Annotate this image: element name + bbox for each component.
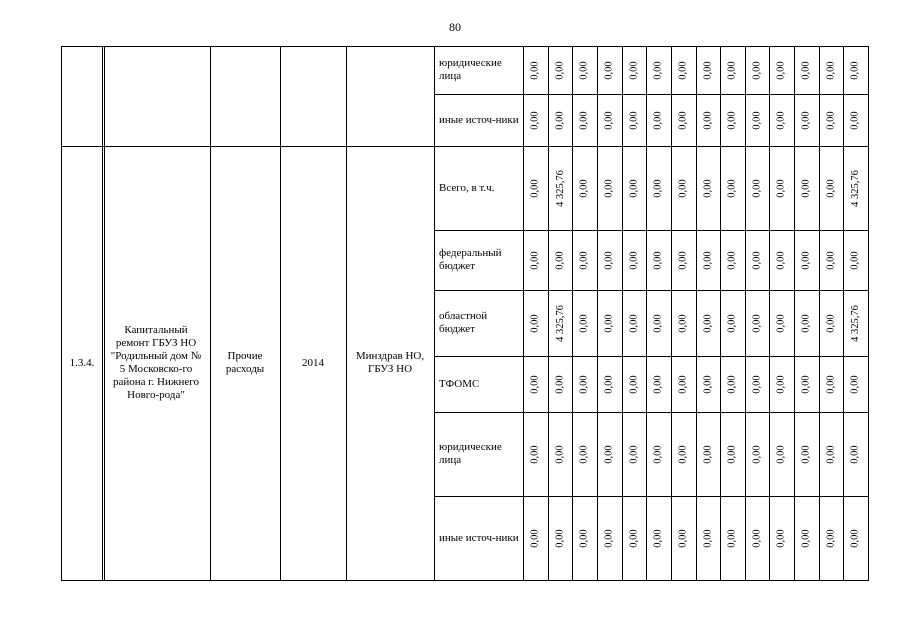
value-text: 0,00 bbox=[776, 444, 787, 464]
value-text: 4 325,76 bbox=[554, 304, 566, 342]
value-text: 0,00 bbox=[801, 313, 812, 333]
row-divider bbox=[434, 290, 868, 291]
value-text: 0,00 bbox=[653, 110, 664, 130]
item-row-value bbox=[646, 496, 671, 580]
table-left-border bbox=[61, 46, 62, 581]
column-divider bbox=[671, 46, 672, 580]
value-text: 0,00 bbox=[579, 250, 590, 270]
value-text: 0,00 bbox=[751, 250, 763, 270]
column-divider bbox=[720, 46, 721, 580]
continuation-row-value bbox=[597, 94, 622, 146]
item-row-value bbox=[597, 496, 622, 580]
continuation-row-value bbox=[696, 46, 720, 94]
continuation-row-value bbox=[794, 46, 819, 94]
row-divider bbox=[434, 230, 868, 231]
value-text: 0,00 bbox=[604, 313, 615, 333]
item-row-value bbox=[720, 356, 745, 412]
continuation-row-value bbox=[696, 94, 720, 146]
item-row-value bbox=[548, 356, 572, 412]
item-row-value bbox=[572, 496, 597, 580]
value-text: 0,00 bbox=[850, 60, 861, 80]
item-row-value bbox=[720, 290, 745, 356]
column-divider bbox=[769, 46, 770, 580]
continuation-row-value bbox=[819, 94, 843, 146]
value-text: 0,00 bbox=[653, 528, 664, 548]
value-text: 0,00 bbox=[801, 250, 812, 270]
continuation-row-value bbox=[745, 46, 769, 94]
item-row-value bbox=[548, 412, 572, 496]
value-text: 0,00 bbox=[776, 313, 787, 333]
column-divider bbox=[696, 46, 697, 580]
column-divider bbox=[548, 46, 549, 580]
item-row-value bbox=[769, 146, 794, 230]
value-text: 0,00 bbox=[554, 110, 566, 130]
value-text: 0,00 bbox=[628, 110, 640, 130]
value-text: 0,00 bbox=[530, 60, 541, 80]
item-row-value bbox=[548, 496, 572, 580]
item-row-value bbox=[720, 146, 745, 230]
value-text: 0,00 bbox=[702, 313, 714, 333]
value-text: 0,00 bbox=[604, 250, 615, 270]
row-divider bbox=[434, 356, 868, 357]
value-text: 0,00 bbox=[702, 374, 714, 394]
item-row-value bbox=[572, 412, 597, 496]
continuation-row-value bbox=[622, 94, 646, 146]
column-divider bbox=[622, 46, 623, 580]
value-text: 0,00 bbox=[702, 250, 714, 270]
value-text: 0,00 bbox=[530, 444, 541, 464]
item-row-value bbox=[843, 146, 868, 230]
value-text: 0,00 bbox=[850, 374, 861, 394]
item-row-value bbox=[794, 412, 819, 496]
executor: Минздрав НО, ГБУЗ НО bbox=[355, 350, 425, 375]
value-text: 0,00 bbox=[579, 444, 590, 464]
item-row-value bbox=[843, 412, 868, 496]
value-text: 0,00 bbox=[604, 60, 615, 80]
item-row-value bbox=[769, 290, 794, 356]
item-row-value bbox=[671, 290, 696, 356]
column-divider bbox=[843, 46, 844, 580]
value-text: 0,00 bbox=[653, 444, 664, 464]
continuation-row-value bbox=[523, 46, 548, 94]
value-text: 0,00 bbox=[579, 60, 590, 80]
value-text: 0,00 bbox=[702, 528, 714, 548]
item-row-value bbox=[523, 496, 548, 580]
item-row-value bbox=[622, 496, 646, 580]
expense-type: Прочие расходы bbox=[225, 350, 265, 375]
item-row-value bbox=[794, 230, 819, 290]
item-row-value bbox=[720, 412, 745, 496]
value-text: 0,00 bbox=[751, 110, 763, 130]
value-text: 0,00 bbox=[776, 110, 787, 130]
continuation-row-value bbox=[769, 46, 794, 94]
value-text: 0,00 bbox=[850, 250, 861, 270]
item-row-value bbox=[548, 146, 572, 230]
value-text: 0,00 bbox=[776, 250, 787, 270]
value-text: 0,00 bbox=[628, 528, 640, 548]
continuation-row-value bbox=[671, 46, 696, 94]
value-text: 0,00 bbox=[702, 110, 714, 130]
value-text: 0,00 bbox=[554, 528, 566, 548]
column-divider bbox=[523, 46, 524, 580]
item-row-source: областной бюджет bbox=[439, 310, 488, 335]
item-row-value bbox=[720, 496, 745, 580]
column-divider bbox=[280, 46, 281, 580]
item-row-source: Всего, в т.ч. bbox=[439, 181, 495, 194]
item-row-value bbox=[646, 412, 671, 496]
continuation-row-value bbox=[548, 94, 572, 146]
continuation-row-value bbox=[794, 94, 819, 146]
value-text: 0,00 bbox=[678, 528, 689, 548]
continuation-row-value bbox=[843, 46, 868, 94]
item-row-value bbox=[696, 496, 720, 580]
item-row-value bbox=[745, 290, 769, 356]
continuation-row-value bbox=[819, 46, 843, 94]
continuation-row-value bbox=[572, 94, 597, 146]
item-row-value bbox=[819, 356, 843, 412]
item-name: Капитальный ремонт ГБУЗ НО "Родильный дом № 5 Московско-го района г. Нижнего Новго-рода" bbox=[110, 324, 202, 401]
item-row-value bbox=[523, 356, 548, 412]
item-row-value bbox=[843, 496, 868, 580]
item-row-value bbox=[745, 230, 769, 290]
value-text: 0,00 bbox=[628, 374, 640, 394]
value-text: 0,00 bbox=[751, 374, 763, 394]
item-row-value bbox=[769, 230, 794, 290]
continuation-row-value bbox=[769, 94, 794, 146]
item-row-value bbox=[720, 230, 745, 290]
continuation-row-value bbox=[646, 94, 671, 146]
item-row-value bbox=[794, 356, 819, 412]
item-row-value bbox=[622, 230, 646, 290]
value-text: 0,00 bbox=[727, 110, 738, 130]
continuation-row-value bbox=[646, 46, 671, 94]
item-row-source: ТФОМС bbox=[439, 377, 480, 390]
value-text: 0,00 bbox=[727, 374, 738, 394]
item-row-value bbox=[745, 412, 769, 496]
value-text: 0,00 bbox=[530, 250, 541, 270]
continuation-row-value bbox=[720, 46, 745, 94]
value-text: 0,00 bbox=[653, 60, 664, 80]
continuation-row-value bbox=[671, 94, 696, 146]
continuation-row-value bbox=[548, 46, 572, 94]
item-row-value bbox=[696, 356, 720, 412]
value-text: 0,00 bbox=[530, 178, 541, 198]
value-text: 0,00 bbox=[604, 178, 615, 198]
item-row-value bbox=[745, 496, 769, 580]
value-text: 0,00 bbox=[751, 60, 763, 80]
value-text: 0,00 bbox=[751, 528, 763, 548]
item-row-value bbox=[622, 290, 646, 356]
value-text: 0,00 bbox=[751, 313, 763, 333]
value-text: 0,00 bbox=[678, 178, 689, 198]
table-right-border bbox=[868, 46, 869, 581]
value-text: 4 325,76 bbox=[554, 169, 566, 207]
column-divider bbox=[346, 46, 347, 580]
value-text: 0,00 bbox=[653, 178, 664, 198]
value-text: 0,00 bbox=[727, 444, 738, 464]
value-text: 0,00 bbox=[554, 60, 566, 80]
item-row-value bbox=[572, 230, 597, 290]
item-row-value bbox=[745, 356, 769, 412]
value-text: 0,00 bbox=[727, 250, 738, 270]
item-row-value bbox=[671, 230, 696, 290]
item-row-value bbox=[769, 496, 794, 580]
item-row-value bbox=[696, 412, 720, 496]
value-text: 0,00 bbox=[825, 528, 837, 548]
value-text: 0,00 bbox=[825, 313, 837, 333]
value-text: 0,00 bbox=[801, 178, 812, 198]
item-row-value bbox=[671, 412, 696, 496]
value-text: 0,00 bbox=[530, 110, 541, 130]
item-row-value bbox=[622, 412, 646, 496]
continuation-row-source: юридические лица bbox=[439, 57, 502, 82]
value-text: 0,00 bbox=[628, 178, 640, 198]
item-row-value bbox=[794, 146, 819, 230]
row-divider bbox=[434, 412, 868, 413]
item-row-value bbox=[745, 146, 769, 230]
value-text: 0,00 bbox=[554, 374, 566, 394]
item-row-source: юридические лица bbox=[439, 441, 502, 466]
value-text: 0,00 bbox=[825, 374, 837, 394]
item-row-value bbox=[794, 290, 819, 356]
item-row-value bbox=[597, 412, 622, 496]
value-text: 0,00 bbox=[727, 313, 738, 333]
value-text: 0,00 bbox=[702, 60, 714, 80]
item-row-value bbox=[646, 290, 671, 356]
value-text: 0,00 bbox=[678, 313, 689, 333]
item-row-value bbox=[548, 290, 572, 356]
item-row-value bbox=[523, 146, 548, 230]
item-row-value bbox=[843, 290, 868, 356]
item-row-value bbox=[646, 356, 671, 412]
value-text: 0,00 bbox=[727, 60, 738, 80]
item-row-value bbox=[819, 412, 843, 496]
value-text: 0,00 bbox=[825, 444, 837, 464]
value-text: 0,00 bbox=[801, 110, 812, 130]
row-divider bbox=[434, 94, 868, 95]
item-row-value bbox=[696, 146, 720, 230]
item-row-source: федеральный бюджет bbox=[439, 247, 502, 272]
item-row-value bbox=[646, 146, 671, 230]
item-row-value bbox=[769, 412, 794, 496]
item-row-value bbox=[843, 356, 868, 412]
value-text: 0,00 bbox=[530, 313, 541, 333]
value-text: 0,00 bbox=[801, 60, 812, 80]
value-text: 0,00 bbox=[825, 178, 837, 198]
continuation-row-value bbox=[597, 46, 622, 94]
value-text: 0,00 bbox=[850, 528, 861, 548]
value-text: 0,00 bbox=[801, 528, 812, 548]
value-text: 0,00 bbox=[751, 178, 763, 198]
value-text: 0,00 bbox=[776, 60, 787, 80]
value-text: 0,00 bbox=[554, 250, 566, 270]
item-row-value bbox=[572, 146, 597, 230]
value-text: 0,00 bbox=[776, 528, 787, 548]
year: 2014 bbox=[302, 356, 324, 369]
item-row-value bbox=[819, 496, 843, 580]
row-divider bbox=[434, 496, 868, 497]
column-divider bbox=[104, 46, 105, 580]
item-row-value bbox=[572, 356, 597, 412]
value-text: 0,00 bbox=[825, 250, 837, 270]
column-divider bbox=[210, 46, 211, 580]
value-text: 0,00 bbox=[604, 110, 615, 130]
value-text: 0,00 bbox=[801, 444, 812, 464]
row-divider bbox=[434, 146, 868, 147]
value-text: 0,00 bbox=[678, 60, 689, 80]
value-text: 0,00 bbox=[628, 444, 640, 464]
column-divider bbox=[102, 46, 103, 580]
item-row-value bbox=[622, 356, 646, 412]
value-text: 0,00 bbox=[653, 374, 664, 394]
column-divider bbox=[597, 46, 598, 580]
item-row-value bbox=[597, 146, 622, 230]
continuation-row-value bbox=[572, 46, 597, 94]
item-row-value bbox=[548, 230, 572, 290]
value-text: 0,00 bbox=[604, 444, 615, 464]
item-row-value bbox=[671, 146, 696, 230]
item-row-value bbox=[622, 146, 646, 230]
continuation-row-value bbox=[745, 94, 769, 146]
table-bottom-border bbox=[61, 580, 869, 581]
item-row-value bbox=[523, 412, 548, 496]
value-text: 0,00 bbox=[678, 110, 689, 130]
continuation-row-value bbox=[720, 94, 745, 146]
column-divider bbox=[794, 46, 795, 580]
item-row-value bbox=[646, 230, 671, 290]
value-text: 0,00 bbox=[604, 374, 615, 394]
value-text: 0,00 bbox=[579, 374, 590, 394]
value-text: 0,00 bbox=[678, 250, 689, 270]
item-row-value bbox=[769, 356, 794, 412]
value-text: 0,00 bbox=[579, 528, 590, 548]
value-text: 0,00 bbox=[579, 313, 590, 333]
column-divider bbox=[745, 46, 746, 580]
value-text: 0,00 bbox=[776, 374, 787, 394]
column-divider bbox=[646, 46, 647, 580]
page-number: 80 bbox=[449, 20, 461, 34]
value-text: 0,00 bbox=[825, 110, 837, 130]
value-text: 0,00 bbox=[850, 444, 861, 464]
item-row-value bbox=[572, 290, 597, 356]
value-text: 0,00 bbox=[530, 528, 541, 548]
value-text: 0,00 bbox=[776, 178, 787, 198]
value-text: 4 325,76 bbox=[850, 304, 861, 342]
table-top-border bbox=[61, 46, 869, 47]
value-text: 0,00 bbox=[628, 60, 640, 80]
value-text: 0,00 bbox=[702, 444, 714, 464]
column-divider bbox=[819, 46, 820, 580]
value-text: 0,00 bbox=[653, 250, 664, 270]
item-row-value bbox=[597, 230, 622, 290]
item-row-value bbox=[843, 230, 868, 290]
value-text: 0,00 bbox=[653, 313, 664, 333]
item-row-value bbox=[523, 290, 548, 356]
item-row-value bbox=[819, 290, 843, 356]
value-text: 0,00 bbox=[850, 110, 861, 130]
value-text: 0,00 bbox=[825, 60, 837, 80]
value-text: 0,00 bbox=[579, 110, 590, 130]
value-text: 0,00 bbox=[579, 178, 590, 198]
item-row-value bbox=[671, 356, 696, 412]
continuation-row-value bbox=[843, 94, 868, 146]
item-row-value bbox=[819, 146, 843, 230]
value-text: 4 325,76 bbox=[850, 169, 861, 207]
value-text: 0,00 bbox=[678, 374, 689, 394]
item-row-value bbox=[597, 356, 622, 412]
column-divider bbox=[434, 46, 435, 580]
value-text: 0,00 bbox=[628, 313, 640, 333]
value-text: 0,00 bbox=[604, 528, 615, 548]
value-text: 0,00 bbox=[727, 178, 738, 198]
value-text: 0,00 bbox=[727, 528, 738, 548]
value-text: 0,00 bbox=[801, 374, 812, 394]
value-text: 0,00 bbox=[554, 444, 566, 464]
item-row-value bbox=[597, 290, 622, 356]
item-row-value bbox=[819, 230, 843, 290]
value-text: 0,00 bbox=[628, 250, 640, 270]
continuation-row-value bbox=[622, 46, 646, 94]
value-text: 0,00 bbox=[678, 444, 689, 464]
item-row-value bbox=[523, 230, 548, 290]
value-text: 0,00 bbox=[702, 178, 714, 198]
column-divider bbox=[572, 46, 573, 580]
item-number: 1.3.4. bbox=[69, 356, 95, 369]
continuation-row-value bbox=[523, 94, 548, 146]
item-row-value bbox=[696, 230, 720, 290]
continuation-row-source: иные источ-ники bbox=[439, 113, 519, 126]
value-text: 0,00 bbox=[530, 374, 541, 394]
value-text: 0,00 bbox=[751, 444, 763, 464]
item-row-value bbox=[671, 496, 696, 580]
block-divider bbox=[61, 146, 434, 147]
item-row-value bbox=[794, 496, 819, 580]
item-row-value bbox=[696, 290, 720, 356]
item-row-source: иные источ-ники bbox=[439, 531, 519, 544]
